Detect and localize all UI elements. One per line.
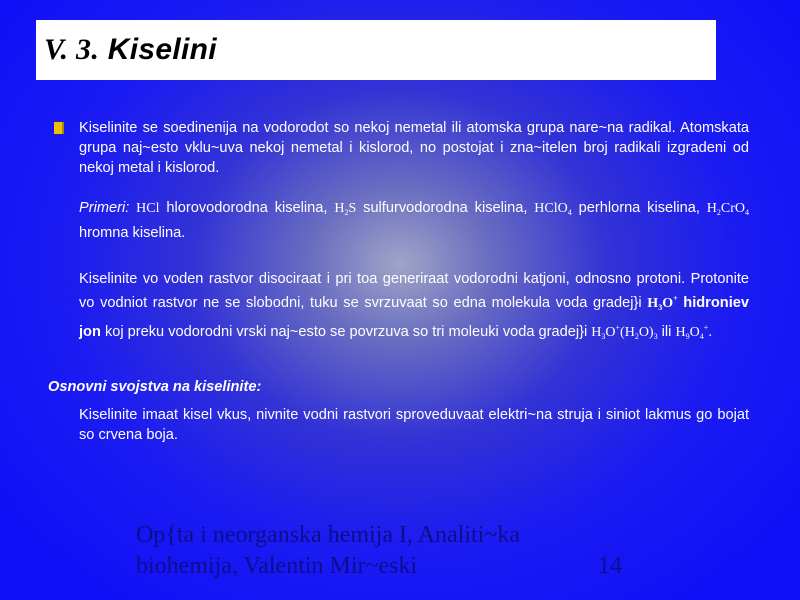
formula-part: H xyxy=(706,201,717,216)
formula-h2s xyxy=(334,201,356,216)
title-box xyxy=(36,20,716,80)
formula-superscript: + xyxy=(703,323,709,332)
examples-paragraph xyxy=(52,198,749,243)
formula-subscript: 2 xyxy=(634,332,639,341)
bullet-paragraph xyxy=(52,118,749,178)
h2cro4-name: hromna kiselina. xyxy=(79,225,186,241)
slide-content xyxy=(48,118,750,445)
page-number: 14 xyxy=(598,553,622,579)
formula-part: O xyxy=(689,325,700,340)
h2s-name: sulfurvodorodna kiselina, xyxy=(363,200,528,216)
formula-subscript: 2 xyxy=(716,208,721,217)
dissociation-text-2: koj preku vodorodni vrski naj~esto se povrzuva so tri moleuki voda gradej}i xyxy=(104,324,588,340)
properties-paragraph: Kiselinite imaat kisel vkus, nivnite vodni rastvori sproveduvaat elektri~na struja i siniot lakmus go bojat so crvena boja. xyxy=(79,407,749,443)
formula-part: CrO xyxy=(720,201,746,216)
formula-superscript: + xyxy=(615,323,621,332)
formula-part: O xyxy=(605,325,616,340)
formula-part: S xyxy=(348,201,357,216)
formula-part: O) xyxy=(638,325,654,340)
formula-h3o-h2o3 xyxy=(591,325,657,340)
formula-part: H xyxy=(647,296,659,311)
formula-superscript: + xyxy=(673,294,678,303)
title-word: Kiselini xyxy=(107,33,217,66)
bullet-text: Kiselinite se soedinenija na vodorodot so nekoj nemetal ili atomska grupa nare~na radikal. Atomskata grupa naj~esto vklu~uva nekoj nemetal i kislorod, no postojat i zna~itelen broj radikali izgradeni od nekoj metal i kislorod. xyxy=(79,120,749,176)
formula-hclo4 xyxy=(534,201,571,216)
hcl-name: hlorovodorodna kiselina, xyxy=(166,200,328,216)
formula-subscript: 3 xyxy=(601,332,606,341)
hydronium-ion-label: hidroniev jon xyxy=(79,295,749,340)
ili-word: ili xyxy=(661,324,672,340)
formula-subscript: 4 xyxy=(699,332,704,341)
section-heading: Osnovni svojstva na kiselinite: xyxy=(48,379,262,395)
formula-part: (H xyxy=(620,325,635,340)
formula-subscript: 3 xyxy=(658,303,663,312)
formula-part: HClO xyxy=(534,201,568,216)
formula-part: O xyxy=(662,296,674,311)
formula-subscript: 2 xyxy=(344,208,349,217)
formula-part: H xyxy=(675,325,686,340)
formula-subscript: 3 xyxy=(653,332,658,341)
slide-title xyxy=(44,33,217,67)
formula-h9o4 xyxy=(675,325,708,340)
dissociation-paragraph xyxy=(52,269,749,347)
formula-part: H xyxy=(334,201,345,216)
formula-subscript: 9 xyxy=(685,332,690,341)
hclo4-name: perhlorna kiselina, xyxy=(578,200,700,216)
slide-footer xyxy=(136,520,636,582)
examples-label: Primeri: xyxy=(79,200,130,216)
dissociation-text: Kiselinite vo voden rastvor disociraat i pri toa generiraat vodorodni katjoni, odnosno protoni. Protonite vo vodniot rastvor ne se slobodni, tuku se svrzuvaat so edna molekula voda gradej}i xyxy=(79,271,749,311)
title-number: V. 3. xyxy=(44,33,100,66)
formula-h3o xyxy=(647,296,677,311)
formula-hcl: HCl xyxy=(136,201,160,216)
formula-h2cro4 xyxy=(707,201,749,216)
formula-subscript: 4 xyxy=(745,208,750,217)
sentence-end: . xyxy=(708,324,713,340)
footer-line-1: Op{ta i neorganska hemija I, Analiti~ka xyxy=(136,522,520,548)
formula-part: H xyxy=(591,325,602,340)
formula-subscript: 4 xyxy=(567,208,572,217)
footer-line-2: biohemija, Valentin Mir~eski xyxy=(136,553,418,579)
square-bullet-icon xyxy=(54,122,64,134)
